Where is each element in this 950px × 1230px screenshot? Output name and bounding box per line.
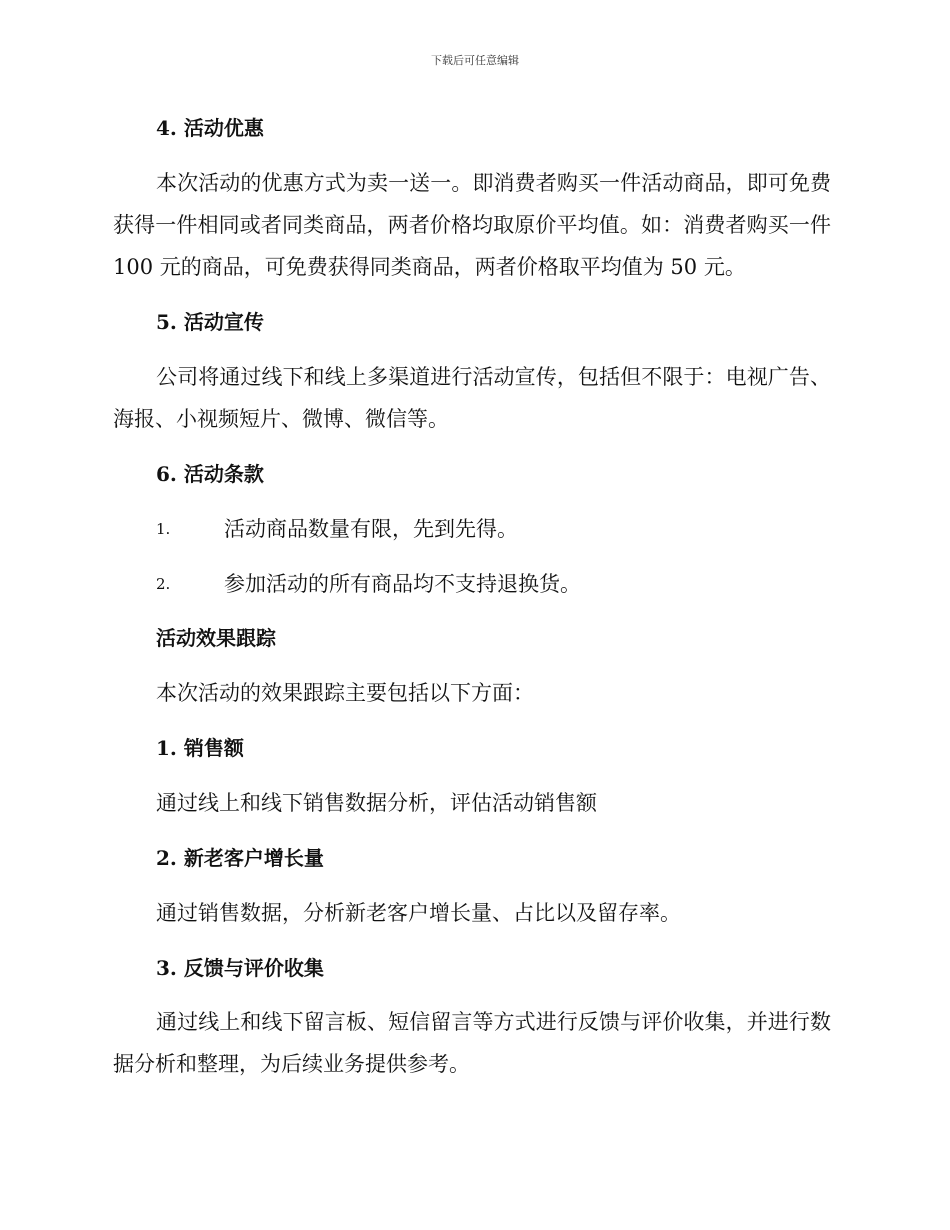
terms-list-item <box>156 569 581 599</box>
section-4-title: 4. 活动优惠 <box>156 116 264 140</box>
list-number: 2. <box>156 575 171 593</box>
section-6-title: 6. 活动条款 <box>156 462 264 486</box>
tracking-title: 活动效果跟踪 <box>156 626 276 650</box>
section-5-body: 公司将通过线下和线上多渠道进行活动宣传，包括但不限于：电视广告、海报、小视频短片、微博、微信等。 <box>113 365 831 431</box>
list-text: 活动商品数量有限，先到先得。 <box>224 517 518 541</box>
section-4-body: 本次活动的优惠方式为卖一送一。即消费者购买一件活动商品，即可免费获得一件相同或者同类商品，两者价格均取原价平均值。如：消费者购买一件 100 元的商品，可免费获得同类商品，两者价格取平均值为 50 元。 <box>113 171 831 279</box>
tracking-1-body: 通过线上和线下销售数据分析，评估活动销售额 <box>156 791 597 815</box>
tracking-3-title: 3. 反馈与评价收集 <box>156 956 324 980</box>
list-number: 1. <box>156 520 171 538</box>
tracking-3-body: 通过线上和线下留言板、短信留言等方式进行反馈与评价收集，并进行数据分析和整理，为后续业务提供参考。 <box>113 1010 831 1076</box>
tracking-2-title: 2. 新老客户增长量 <box>156 846 324 870</box>
tracking-2-body: 通过销售数据，分析新老客户增长量、占比以及留存率。 <box>156 901 681 925</box>
section-5-title: 5. 活动宣传 <box>156 310 264 334</box>
header-note: 下载后可任意编辑 <box>431 54 519 67</box>
terms-list-item <box>156 514 518 544</box>
tracking-1-title: 1. 销售额 <box>156 736 244 760</box>
list-text: 参加活动的所有商品均不支持退换货。 <box>224 572 581 596</box>
tracking-intro: 本次活动的效果跟踪主要包括以下方面： <box>156 681 534 705</box>
